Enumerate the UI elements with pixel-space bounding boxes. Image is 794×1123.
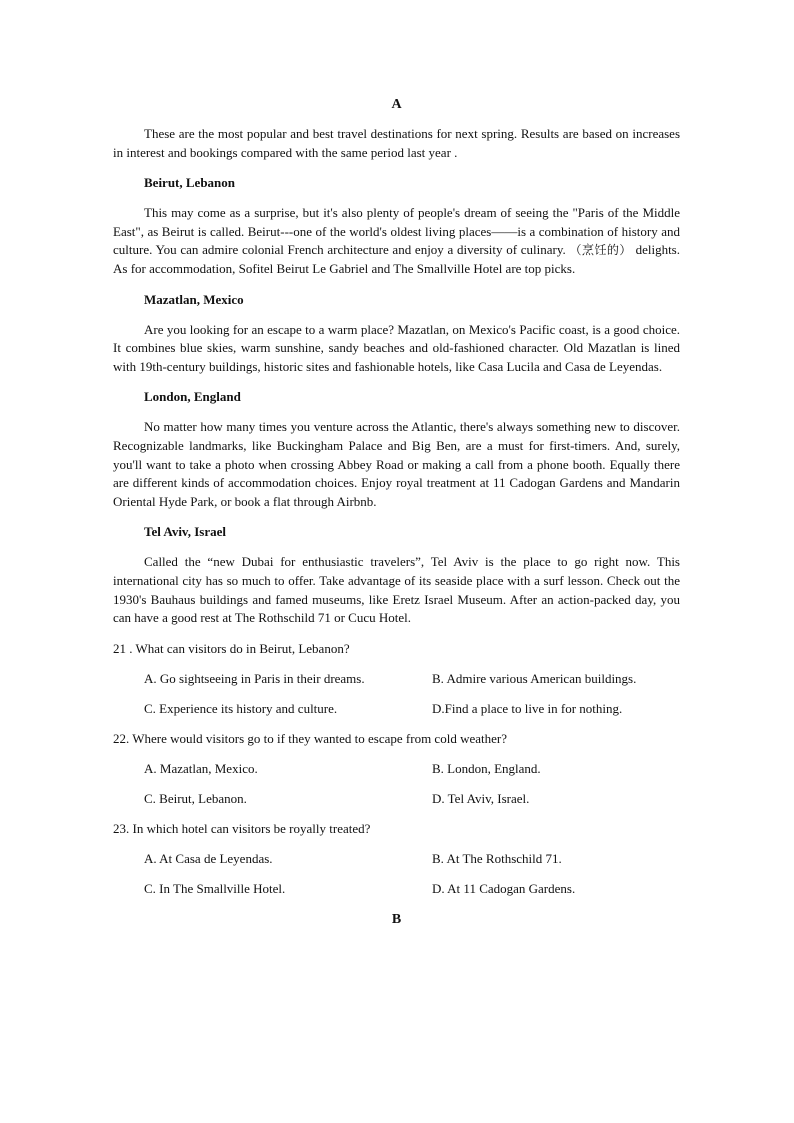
question-22-option-c: C. Beirut, Lebanon. (144, 790, 247, 806)
question-23-options-row-2 (113, 880, 680, 898)
section-a-title: A (391, 97, 402, 112)
destination-heading-mazatlan: Mazatlan, Mexico (144, 291, 244, 307)
question-23-stem: 23. In which hotel can visitors be royally treated? (113, 820, 371, 836)
question-23-option-d: D. At 11 Cadogan Gardens. (432, 880, 576, 896)
document-page (113, 95, 680, 930)
destination-heading-beirut: Beirut, Lebanon (144, 175, 236, 191)
destination-text-mazatlan: Are you looking for an escape to a warm place? Mazatlan, on Mexico's Pacific coast, is a good choice. It combines blue skies, warm sunshine, sandy beaches and old-fashioned character. Old Mazatlan is lined with 19th-century buildings, historic sites and fashionable hotels, like Casa Lucila and Casa de Leyendas. (113, 321, 680, 374)
question-21-options-row-1 (113, 670, 680, 688)
question-21-stem: 21 . What can visitors do in Beirut, Lebanon? (113, 640, 350, 656)
question-21-option-c: C. Experience its history and culture. (144, 700, 338, 716)
question-23-options-row-1 (113, 850, 680, 868)
question-22-options-row-2 (113, 790, 680, 808)
intro-paragraph: These are the most popular and best travel destinations for next spring. Results are based on increases in interest and bookings compared with the same period last year . (113, 126, 680, 160)
section-b-title: B (391, 911, 402, 927)
beirut-text-part-2: delights. As for accommodation, Sofitel Beirut Le Gabriel and The Smallville Hotel are top picks. (113, 242, 680, 276)
beirut-cjk-gloss: （烹饪的） (569, 243, 632, 258)
question-22-stem: 22. Where would visitors go to if they wanted to escape from cold weather? (113, 730, 507, 746)
question-22-options-row-1 (113, 760, 680, 778)
question-23-option-b: B. At The Rothschild 71. (432, 850, 562, 866)
question-21-option-d: D.Find a place to live in for nothing. (432, 700, 623, 716)
destination-heading-tel-aviv: Tel Aviv, Israel (144, 524, 226, 540)
destination-text-beirut (113, 204, 680, 278)
destination-text-london: No matter how many times you venture across the Atlantic, there's always something new to discover. Recognizable landmarks, like Buckingham Palace and Big Ben, are a must for first-timers. And, surely, you'll want to take a photo when crossing Abbey Road or making a call from a phone booth. Equally there are different kinds of accommodation choices. Enjoy royal treatment at 11 Cadogan Gardens and Mandarin Oriental Hyde Park, or book a flat through Airbnb. (113, 419, 680, 509)
destination-heading-london: London, England (144, 389, 241, 405)
question-22-option-a: A. Mazatlan, Mexico. (144, 760, 258, 776)
question-23-option-c: C. In The Smallville Hotel. (144, 880, 286, 896)
question-21-option-b: B. Admire various American buildings. (432, 670, 637, 686)
question-21-option-a: A. Go sightseeing in Paris in their dreams. (144, 670, 365, 686)
question-23-option-a: A. At Casa de Leyendas. (144, 850, 273, 866)
destination-text-tel-aviv: Called the “new Dubai for enthusiastic travelers”, Tel Aviv is the place to go right now. This international city has so much to offer. Take advantage of its seaside place with a surf lesson. Check out the 1930's Bauhaus buildings and famed museums, like Eretz Israel Museum. After an action-packed day, you can have a good rest at The Rothschild 71 or Cucu Hotel. (113, 554, 680, 626)
beirut-text-part-1: This may come as a surprise, but it's also plenty of people's dream of seeing the "Paris of the Middle East", as Beirut is called. Beirut---one of the world's oldest living places——is a combination of history and culture. You can admire colonial French architecture and enjoy a diversity of culinary. (113, 205, 680, 258)
question-22-option-b: B. London, England. (432, 760, 541, 776)
question-21-options-row-2 (113, 700, 680, 718)
question-22-option-d: D. Tel Aviv, Israel. (432, 790, 530, 806)
